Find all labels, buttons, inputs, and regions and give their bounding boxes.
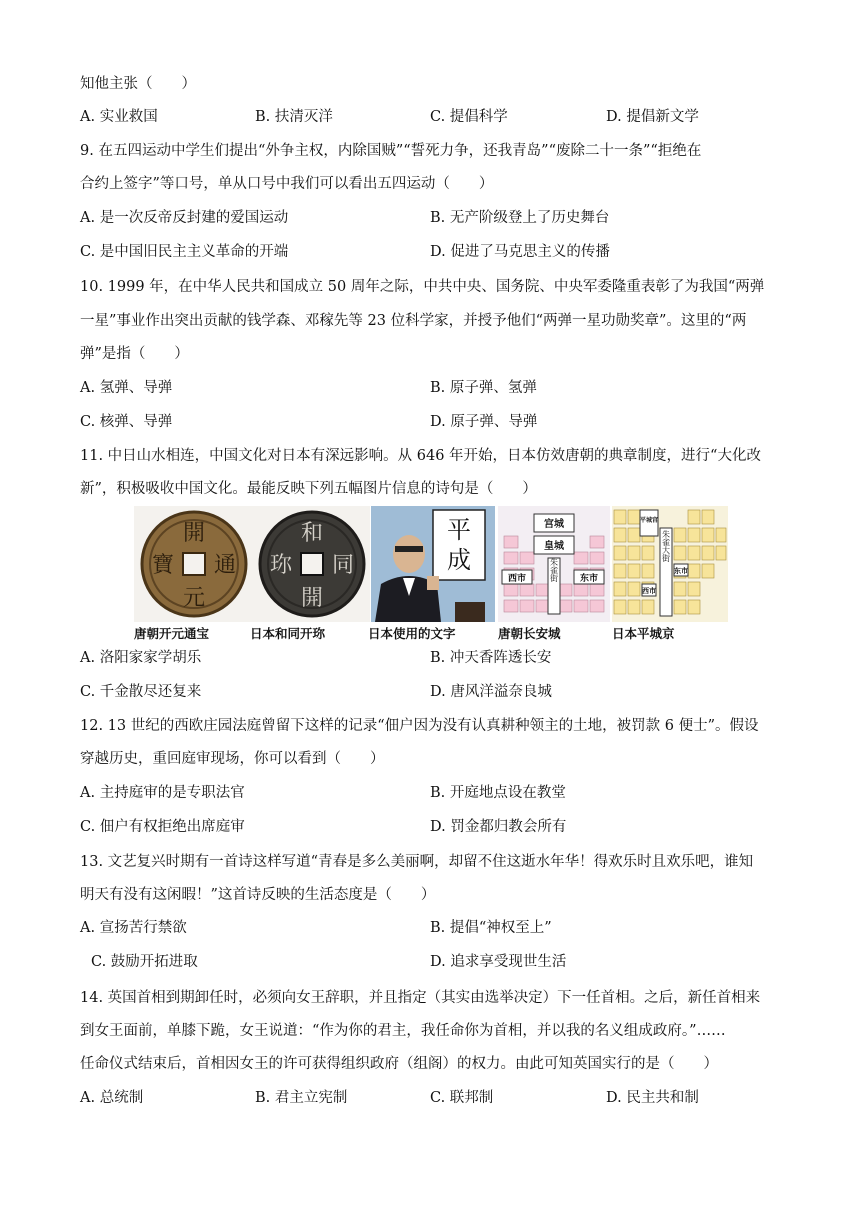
caption-changan-city: 唐朝长安城 bbox=[498, 626, 561, 641]
q11-option-b[interactable]: B. 冲天香阵透长安 bbox=[430, 650, 552, 666]
q9-option-c[interactable]: C. 是中国旧民主主义革命的开端 bbox=[80, 244, 289, 260]
q13-option-a[interactable]: A. 宣扬苦行禁欲 bbox=[80, 920, 187, 936]
coin1-char-left: 寶 bbox=[151, 553, 175, 578]
q12-option-c[interactable]: C. 佃户有权拒绝出席庭审 bbox=[80, 819, 245, 835]
sign-char-top: 平 bbox=[447, 516, 471, 544]
changan-label-east-market: 东市 bbox=[579, 574, 599, 584]
q12-option-a[interactable]: A. 主持庭审的是专职法官 bbox=[80, 785, 245, 801]
q9-option-a[interactable]: A. 是一次反帝反封建的爱国运动 bbox=[80, 210, 289, 226]
changan-label-west-market: 西市 bbox=[507, 574, 527, 584]
changan-label-palace: 宫城 bbox=[544, 519, 564, 530]
q13-stem-line-2: 明天有没有这闲暇！”这首诗反映的生活态度是（ ） bbox=[80, 887, 436, 903]
heijokyo-city-map bbox=[612, 506, 728, 622]
q13-option-b[interactable]: B. 提倡“神权至上” bbox=[430, 920, 552, 936]
q8-option-a[interactable]: A. 实业救国 bbox=[80, 109, 158, 125]
heijo-label-west-market: 西市 bbox=[642, 587, 656, 595]
changan-city-map bbox=[498, 506, 610, 622]
q10-stem-line-2: 一星”事业作出突出贡献的钱学森、邓稼先等 23 位科学家，并授予他们“两弹一星功勋奖章”。这里的“两 bbox=[80, 313, 747, 329]
q12-option-d[interactable]: D. 罚金都归教会所有 bbox=[430, 819, 567, 835]
q9-option-d[interactable]: D. 促进了马克思主义的传播 bbox=[430, 244, 610, 260]
q11-stem-line-2: 新”，积极吸收中国文化。最能反映下列五幅图片信息的诗句是（ ） bbox=[80, 481, 537, 497]
q10-option-a[interactable]: A. 氢弹、导弹 bbox=[80, 380, 173, 396]
wado-coin-image bbox=[254, 506, 370, 622]
coin1-char-bottom: 元 bbox=[182, 586, 206, 611]
q12-stem-line-1: 12. 13 世纪的西欧庄园法庭曾留下这样的记录“佃户因为没有认真耕种领主的土地，被罚款 6 便士”。假设 bbox=[80, 718, 759, 734]
q12-stem-line-2: 穿越历史，重回庭审现场，你可以看到（ ） bbox=[80, 751, 385, 767]
q14-option-d[interactable]: D. 民主共和制 bbox=[606, 1090, 699, 1106]
q14-stem-line-2: 到女王面前，单膝下跪，女王说道：“作为你的君主，我任命你为首相，并以我的名义组成政府。”…… bbox=[80, 1023, 726, 1039]
coin2-char-top: 和 bbox=[300, 521, 324, 546]
caption-japanese-script: 日本使用的文字 bbox=[368, 626, 456, 641]
q12-option-b[interactable]: B. 开庭地点设在教堂 bbox=[430, 785, 566, 801]
coin2-char-left: 珎 bbox=[269, 553, 293, 578]
q13-stem-line-1: 13. 文艺复兴时期有一首诗这样写道“青春是多么美丽啊，却留不住这逝水年华！得欢乐时且欢乐吧，谁知 bbox=[80, 854, 754, 870]
q14-option-c[interactable]: C. 联邦制 bbox=[430, 1090, 494, 1106]
q10-option-d[interactable]: D. 原子弹、导弹 bbox=[430, 414, 538, 430]
q10-stem-line-3: 弹”是指（ ） bbox=[80, 346, 189, 362]
q11-option-c[interactable]: C. 千金散尽还复来 bbox=[80, 684, 202, 700]
q10-option-c[interactable]: C. 核弹、导弹 bbox=[80, 414, 173, 430]
heisei-announcement-photo bbox=[371, 506, 495, 622]
q13-option-c[interactable]: C. 鼓励开拓进取 bbox=[91, 954, 198, 970]
q11-option-d[interactable]: D. 唐风洋溢奈良城 bbox=[430, 684, 552, 700]
kaiyuan-coin-image bbox=[134, 506, 254, 622]
coin1-char-top: 開 bbox=[182, 521, 206, 546]
q11-stem-line-1: 11. 中日山水相连，中国文化对日本有深远影响。从 646 年开始，日本仿效唐朝的典章制度，进行“大化改 bbox=[80, 448, 761, 464]
q11-figure-strip bbox=[134, 506, 728, 642]
q9-option-b[interactable]: B. 无产阶级登上了历史舞台 bbox=[430, 210, 610, 226]
q8-option-b[interactable]: B. 扶清灭洋 bbox=[255, 109, 333, 125]
q10-stem-line-1: 10. 1999 年，在中华人民共和国成立 50 周年之际，中共中央、国务院、中央军委隆重表彰了为我国“两弹 bbox=[80, 279, 765, 295]
heijo-label-suzaku-avenue: 朱雀大街 bbox=[661, 530, 671, 562]
changan-label-imperial-city: 皇城 bbox=[544, 541, 564, 552]
caption-kaiyuan-coin: 唐朝开元通宝 bbox=[134, 626, 210, 641]
q11-option-a[interactable]: A. 洛阳家家学胡乐 bbox=[80, 650, 202, 666]
q14-stem-line-3: 任命仪式结束后，首相因女王的许可获得组织政府（组阁）的权力。由此可知英国实行的是（ ） bbox=[80, 1056, 718, 1072]
coin1-char-right: 通 bbox=[213, 553, 237, 578]
q10-option-b[interactable]: B. 原子弹、氢弹 bbox=[430, 380, 537, 396]
q8-option-c[interactable]: C. 提倡科学 bbox=[430, 109, 508, 125]
q9-stem-line-1: 9. 在五四运动中学生们提出“外争主权，内除国贼”“誓死力争，还我青岛”“废除二十一条”“拒绝在 bbox=[80, 143, 702, 159]
sign-char-bottom: 成 bbox=[447, 546, 471, 574]
q14-option-a[interactable]: A. 总统制 bbox=[80, 1090, 144, 1106]
q13-option-d[interactable]: D. 追求享受现世生活 bbox=[430, 954, 567, 970]
heijo-label-palace: 平城宫 bbox=[639, 517, 659, 524]
heijo-label-east-market: 东市 bbox=[674, 567, 688, 575]
q9-stem-line-2: 合约上签字”等口号，单从口号中我们可以看出五四运动（ ） bbox=[80, 176, 494, 192]
coin2-char-right: 同 bbox=[331, 553, 355, 578]
caption-wado-coin: 日本和同开珎 bbox=[250, 626, 326, 641]
q8-option-d[interactable]: D. 提倡新文学 bbox=[606, 109, 699, 125]
coin2-char-bottom: 開 bbox=[300, 586, 324, 611]
changan-label-zhuque-street: 朱雀街 bbox=[549, 558, 559, 582]
q14-stem-line-1: 14. 英国首相到期卸任时，必须向女王辞职，并且指定（其实由选举决定）下一任首相。之后，新任首相来 bbox=[80, 990, 761, 1006]
caption-heijo-kyo: 日本平城京 bbox=[612, 626, 675, 641]
question-8-stem-tail: 知他主张（ ） bbox=[80, 76, 196, 92]
q14-option-b[interactable]: B. 君主立宪制 bbox=[255, 1090, 348, 1106]
